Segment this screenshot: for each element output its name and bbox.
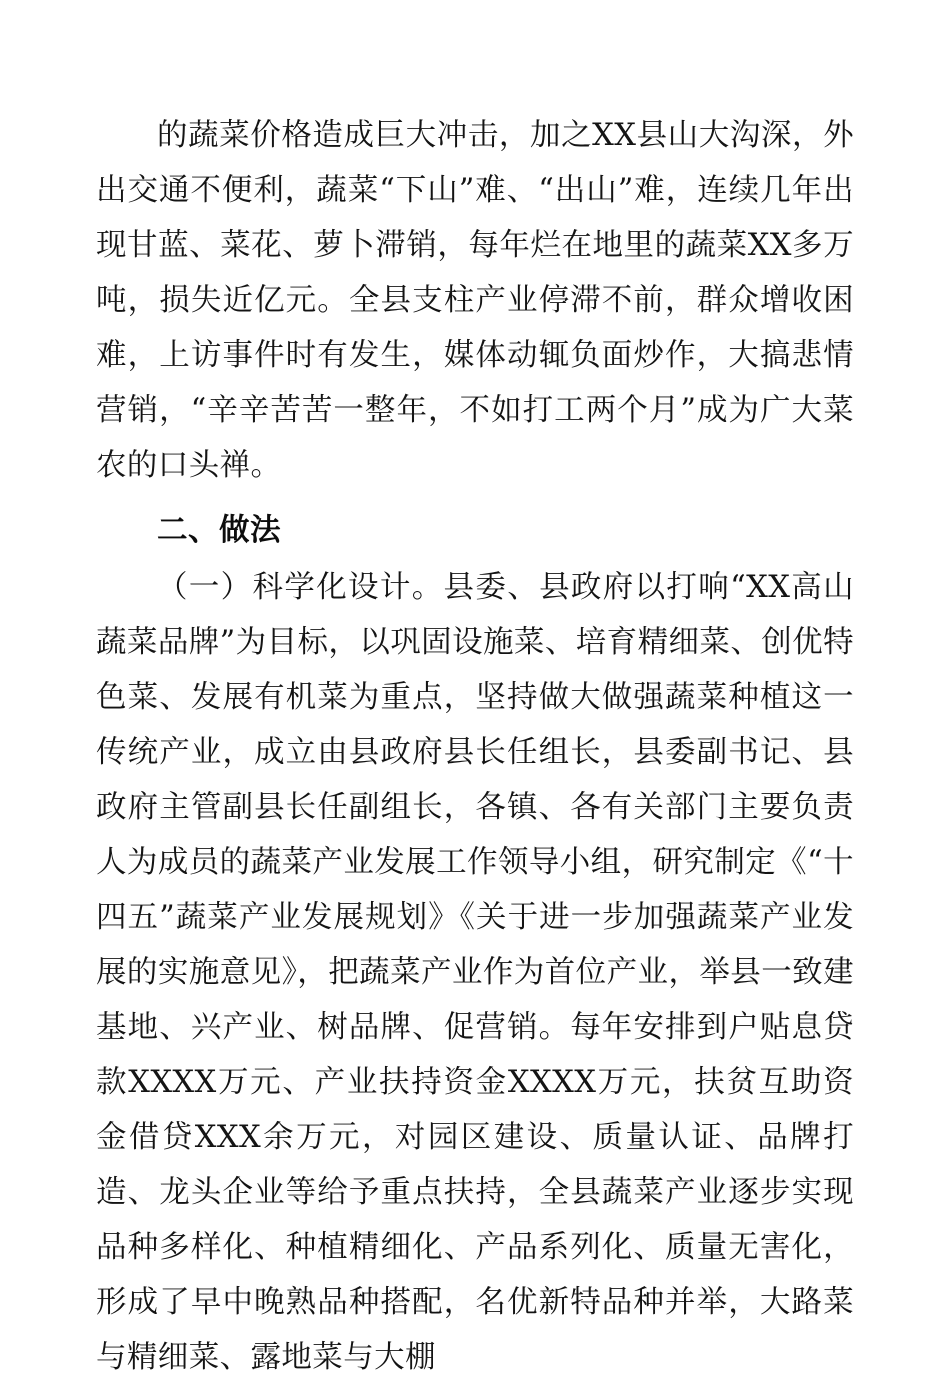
paragraph-scientific-design: （一）科学化设计。县委、县政府以打响“XX高山蔬菜品牌”为目标，以巩固设施菜、培育精细菜、创优特色菜、发展有机菜为重点，坚持做大做强蔬菜种植这一传统产业，成立由县政府县长任组长，县委副书记、县政府主管副县长任副组长，各镇、各有关部门主要负责人为成员的蔬菜产业发展工作领导小组，研究制定《“十四五”蔬菜产业发展规划》《关于进一步加强蔬菜产业发展的实施意见》，把蔬菜产业作为首位产业，举县一致建基地、兴产业、树品牌、促营销。每年安排到户贴息贷款XXXX万元、产业扶持资金XXXX万元，扶贫互助资金借贷XXX余万元，对园区建设、质量认证、品牌打造、龙头企业等给予重点扶持，全县蔬菜产业逐步实现品种多样化、种植精细化、产品系列化、质量无害化，形成了早中晚熟品种搭配，名优新特品种并举，大路菜与精细菜、露地菜与大棚 <box>96 570 854 1375</box>
document-body <box>96 108 854 1385</box>
section-heading-methods: 二、做法 <box>157 513 281 548</box>
paragraph-continuation: 的蔬菜价格造成巨大冲击，加之XX县山大沟深，外出交通不便利，蔬菜“下山”难、“出山”难，连续几年出现甘蓝、菜花、萝卜滞销，每年烂在地里的蔬菜XX多万吨，损失近亿元。全县支柱产业停滞不前，群众增收困难，上访事件时有发生，媒体动辄负面炒作，大搞悲情营销，“辛辛苦苦一整年，不如打工两个月”成为广大菜农的口头禅。 <box>96 118 854 483</box>
